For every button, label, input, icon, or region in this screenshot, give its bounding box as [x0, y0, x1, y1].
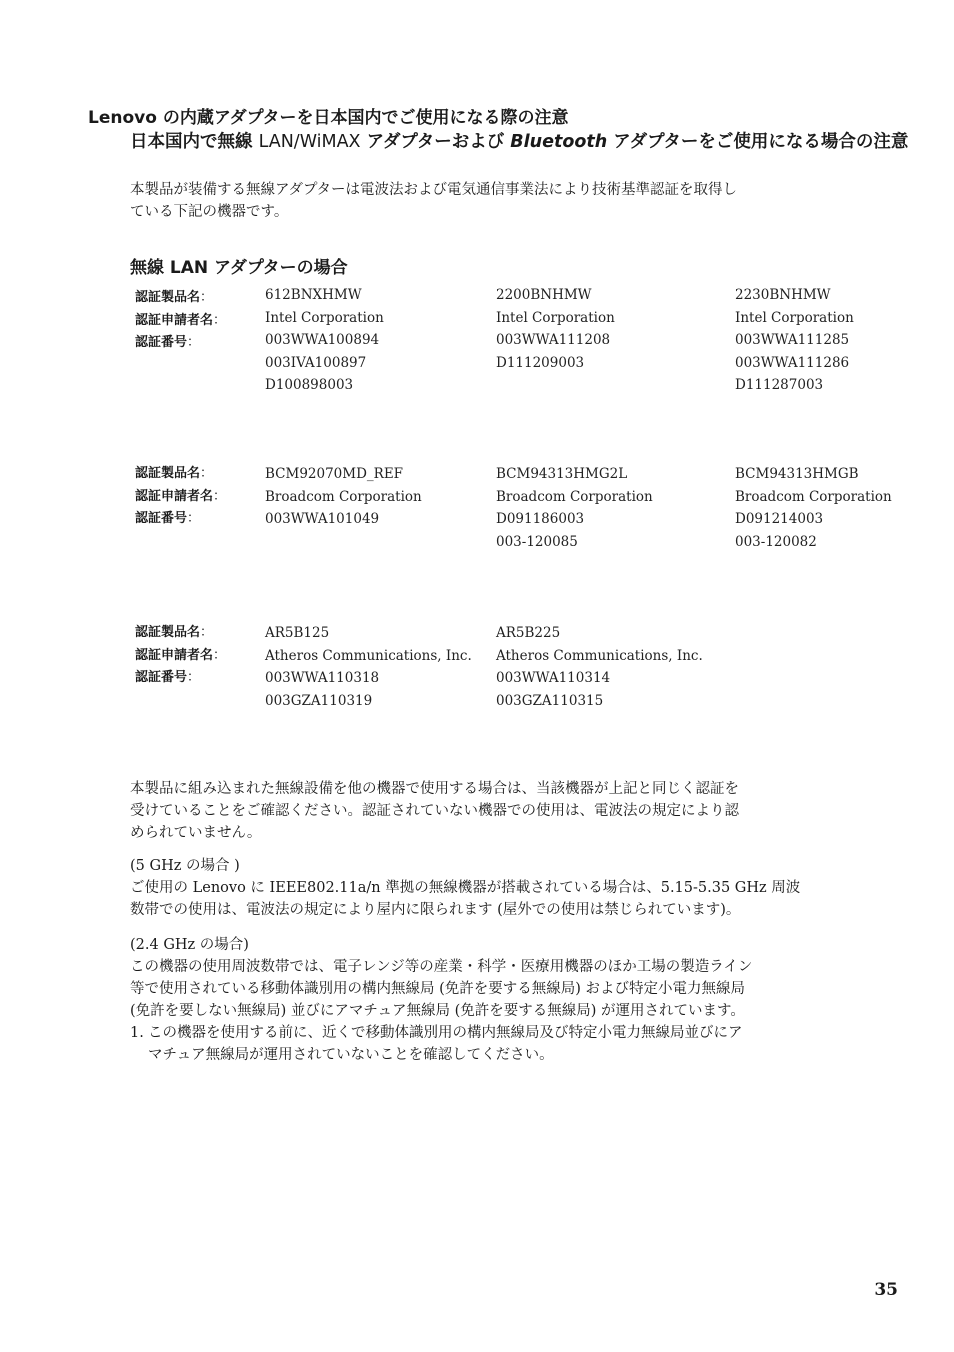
cert-number: 003IVA100897 [265, 354, 367, 371]
ghz24-title: (2.4 GHz の場合) [130, 937, 249, 953]
subsection-heading-part: 日本国内で無線 [130, 132, 259, 152]
cert-applicant: Broadcom Corporation [735, 488, 892, 505]
ghz24-line: (免許を要しない無線局) 並びにアマチュア無線局 (免許を要する無線局) が運用されています。 [130, 1003, 745, 1019]
wireless-lan-heading: 無線 LAN アダプターの場合 [130, 258, 348, 278]
ghz24-section [130, 934, 900, 1066]
cert-number: 003GZA110315 [496, 692, 604, 709]
cert-applicant: Atheros Communications, Inc. [265, 647, 472, 664]
ghz5-line: 数帯での使用は、電波法の規定により屋内に限られます (屋外での使用は禁じられています)。 [130, 902, 741, 918]
notice-line: 本製品に組み込まれた無線設備を他の機器で使用する場合は、当該機器が上記と同じく認証を [130, 781, 739, 797]
cert-applicant: Broadcom Corporation [496, 488, 653, 505]
cert-entry [496, 622, 703, 712]
cert-number: D100898003 [265, 377, 354, 393]
cert-labels [135, 287, 226, 355]
cert-product: BCM92070MD_REF [265, 466, 404, 482]
page-number: 35 [874, 1280, 898, 1300]
subsection-heading-bluetooth: Bluetooth [510, 132, 608, 152]
cert-product: AR5B225 [496, 625, 561, 641]
list-text [148, 1022, 743, 1066]
cert-number: 003GZA110319 [265, 692, 373, 709]
cert-number: 003WWA111285 [735, 332, 850, 348]
cert-number: 003WWA101049 [265, 511, 380, 527]
ghz5-line: ご使用の Lenovo に IEEE802.11a/n 準拠の無線機器が搭載されている場合は、5.15-5.35 GHz 周波 [130, 880, 801, 896]
subsection-heading-lan-wimax: LAN/WiMAX [258, 132, 361, 152]
list-number: 1. [130, 1025, 144, 1041]
ghz5-title: (5 GHz の場合 ) [130, 858, 240, 874]
cert-number: D111287003 [735, 377, 824, 393]
label-product: 認証製品名： [135, 290, 214, 305]
cert-product: 612BNXHMW [265, 287, 362, 303]
cert-number: D091214003 [735, 511, 824, 527]
label-product: 認証製品名： [135, 466, 214, 481]
ghz24-line: 等で使用されている移動体識別用の構内無線局 (免許を要する無線局) および特定小電力無線局 [130, 981, 746, 997]
label-applicant: 認証申請者名： [135, 312, 227, 328]
cert-entry [265, 622, 472, 712]
label-number: 認証番号： [135, 670, 201, 685]
cert-entry [496, 284, 615, 374]
cert-entry [496, 463, 653, 553]
list-line: マチュア無線局が運用されていないことを確認してください。 [148, 1047, 554, 1063]
cert-applicant: Intel Corporation [735, 309, 854, 326]
cert-number: D091186003 [496, 511, 585, 527]
cert-number: 003WWA100894 [265, 332, 380, 348]
cert-number: 003WWA110314 [496, 670, 611, 686]
intro-paragraph [130, 179, 900, 223]
label-applicant: 認証申請者名： [135, 488, 227, 504]
cert-number: 003WWA110318 [265, 670, 380, 686]
cert-entry [265, 284, 384, 397]
intro-line: 本製品が装備する無線アダプターは電波法および電気通信事業法により技術基準認証を取得し [130, 182, 737, 198]
cert-labels [135, 463, 226, 531]
cert-number: 003-120082 [735, 533, 817, 550]
label-product: 認証製品名： [135, 625, 214, 640]
notice-line: められていません。 [130, 825, 262, 841]
label-applicant: 認証申請者名： [135, 647, 227, 663]
ghz24-line: この機器の使用周波数帯では、電子レンジ等の産業・科学・医療用機器のほか工場の製造ライン [130, 959, 753, 975]
cert-applicant: Intel Corporation [265, 309, 384, 326]
subsection-heading-part: アダプターおよび [360, 132, 511, 152]
list-line: この機器を使用する前に、近くで移動体識別用の構内無線局及び特定小電力無線局並びにア [148, 1025, 743, 1041]
cert-number: 003-120085 [496, 533, 578, 550]
cert-applicant: Atheros Communications, Inc. [496, 647, 703, 664]
cert-number: 003WWA111286 [735, 354, 850, 371]
cert-product: BCM94313HMG2L [496, 466, 628, 482]
cert-product: BCM94313HMGB [735, 466, 859, 482]
label-number: 認証番号： [135, 335, 201, 350]
intro-line: ている下記の機器です。 [130, 204, 289, 220]
notice-line: 受けていることをご確認ください。認証されていない機器での使用は、電波法の規定により認 [130, 803, 739, 819]
cert-applicant: Intel Corporation [496, 309, 615, 326]
subsection-heading-part: アダプターをご使用になる場合の注意 [607, 132, 909, 152]
cert-product: AR5B125 [265, 625, 330, 641]
cert-number: 003WWA111208 [496, 332, 611, 348]
cert-product: 2200BNHMW [496, 287, 592, 303]
cert-entry [265, 463, 422, 531]
cert-product: 2230BNHMW [735, 287, 831, 303]
notice-paragraph [130, 778, 900, 844]
cert-number: D111209003 [496, 354, 585, 371]
label-number: 認証番号： [135, 511, 201, 526]
cert-labels [135, 622, 226, 690]
ghz24-list-item [130, 1022, 900, 1066]
cert-entry [735, 463, 892, 553]
cert-entry [735, 284, 854, 397]
cert-applicant: Broadcom Corporation [265, 488, 422, 505]
ghz5-section [130, 855, 900, 921]
section-heading: Lenovo の内蔵アダプターを日本国内でご使用になる際の注意 [88, 108, 569, 128]
subsection-heading [130, 131, 920, 154]
